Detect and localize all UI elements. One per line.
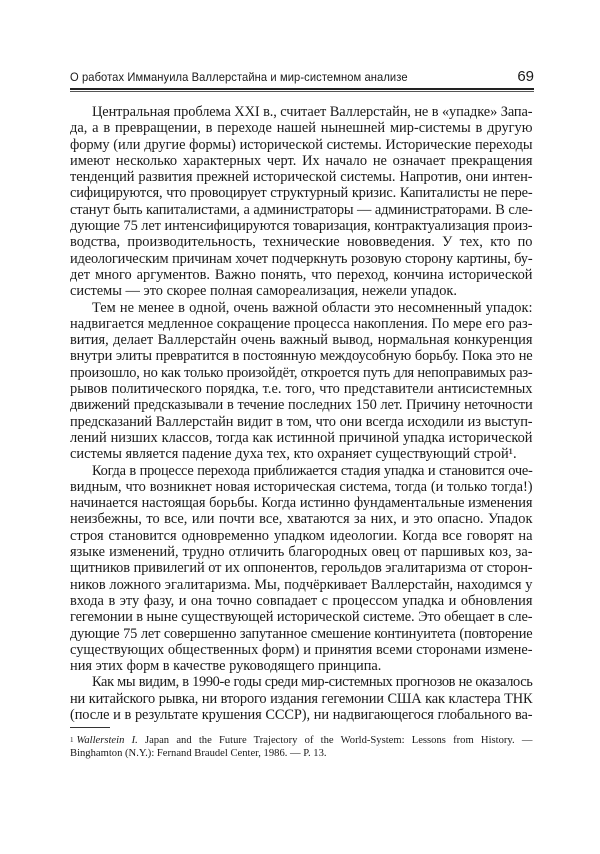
text-line: (после и в результате крушения СССР), ни надвигающегося глобального ва- — [70, 706, 533, 723]
text-line: системы — это скорее полная самореализация, нежели упадок. — [70, 283, 457, 300]
text-line: лений низших классов, тогда как истинной причиной упадка исторической — [70, 429, 533, 446]
text-line: Центральная проблема XXI в., считает Валлерстайн, не в «упадке» Запа- — [92, 104, 533, 120]
text-line: щитников привилегий от их оппонентов, герольдов эгалитаризма от сторон- — [70, 560, 533, 577]
text-line: дующие 75 лет интенсифицируются товаризация, контрактуализация произ- — [70, 218, 533, 235]
body-text — [70, 104, 533, 723]
running-header-title: О работах Иммануила Валлерстайна и мир-системном анализе — [70, 70, 408, 84]
text-line: гегемонии в ныне существующей исторической системе. Это обещает в сле- — [70, 609, 533, 626]
text-line: надвигается медленное сокращение процесса накопления. По мере его раз- — [70, 315, 533, 332]
text-line: Как мы видим, в 1990-е годы среди мир-системных прогнозов не оказалось — [92, 674, 533, 691]
footnote-mark: 1 — [70, 736, 74, 745]
text-line: существующих общественных форм) и принятия всеми сторонами измене- — [70, 641, 533, 658]
text-line: системы является падение духа тех, кто охраняет существующий строй¹. — [70, 446, 517, 463]
text-line: неизбежны, то все, или почти все, хватаются за них, и это опасно. Упадок — [70, 511, 533, 528]
footnote-title: Japan and the Future Trajectory of the World-System: Lessons from History. — — [144, 735, 533, 747]
header-rule-thin — [70, 91, 534, 92]
text-line: строя становится одновременно упадком идеологии. Когда все говорят на — [70, 527, 533, 544]
text-line: дет много аргументов. Важно понять, что переход, кончина исторической — [70, 266, 533, 283]
text-line: да, а в превращении, в переходе нашей нынешней мир-системы в другую — [70, 120, 533, 137]
text-line: тенденций развития прежней исторической системы. Напротив, они интен- — [70, 169, 533, 186]
text-line: дующие 75 лет совершенно запутанное смешение континуитета (повторение — [70, 625, 533, 642]
text-line: ников ложного эгалитаризма. Мы, подчёркивает Валлерстайн, находимся у — [70, 576, 533, 593]
text-line: Тем не менее в одной, очень важной области это несомненный упадок: — [92, 299, 533, 316]
footnote-separator — [70, 727, 110, 728]
footnote-author: Wallerstein I. — [76, 735, 138, 747]
text-line: сифицируются, что провоцирует структурный кризис. Капиталисты не пере- — [70, 185, 533, 202]
text-line: вития, делает Валлерстайн очень важный вывод, нормальная конкуренция — [70, 332, 533, 349]
text-line: ни китайского рывка, ни второго издания гегемонии США как кластера ТНК — [70, 690, 533, 707]
text-line: видным, что возникнет новая историческая система, тогда (и только тогда!) — [70, 478, 533, 495]
text-line: форму (или другие формы) исторической системы. Исторические переходы — [70, 136, 533, 153]
text-line: имеют несколько характерных черт. Их начало не означает прекращения — [70, 152, 533, 169]
text-line: ния этих форм в качестве руководящего принципа. — [70, 658, 382, 675]
header-rule — [70, 88, 534, 90]
running-header — [70, 66, 534, 88]
paragraph — [70, 104, 533, 300]
footnote-line — [70, 734, 533, 747]
page-number: 69 — [517, 68, 534, 85]
text-line: входа в эту фазу, и она точно совпадает с процессом упадка и обновления — [70, 592, 533, 609]
text-line: Когда в процессе перехода приближается стадия упадка и становится оче- — [92, 462, 533, 479]
text-line: водства, производительность, технические нововведения. У тех, кто по — [70, 234, 533, 251]
footnote — [70, 734, 533, 760]
footnote-line: Binghamton (N.Y.): Fernand Braudel Center, 1986. — P. 13. — [70, 748, 327, 760]
text-line: внутри элиты превратится в постоянную междоусобную борьбу. Пока это не — [70, 348, 533, 365]
page-content — [70, 104, 533, 760]
text-line: идеологическим причинам хочет подчеркнуть розовую сторону картины, бу- — [70, 250, 533, 267]
text-line: начинается настоящая борьбы. Когда истинно фундаментальные изменения — [70, 495, 533, 512]
paragraph — [70, 463, 533, 675]
paragraph — [70, 300, 533, 463]
paragraph — [70, 674, 533, 723]
text-line: станут быть капиталистами, а администраторы — администраторами. В сле- — [70, 201, 533, 218]
text-line: языке изменений, трудно отличить благородных овец от паршивых коз, за- — [70, 544, 533, 561]
text-line: произошло, но как только произойдёт, откроется путь для непоправимых раз- — [70, 364, 533, 381]
text-line: предсказаний Валлерстайн видит в том, что они всегда исходили из выступ- — [70, 413, 533, 430]
text-line: рывов политического порядка, т.е. того, что представители антисистемных — [70, 381, 533, 398]
text-line: движений предсказывали в течение последних 150 лет. Причину неточности — [70, 397, 533, 414]
